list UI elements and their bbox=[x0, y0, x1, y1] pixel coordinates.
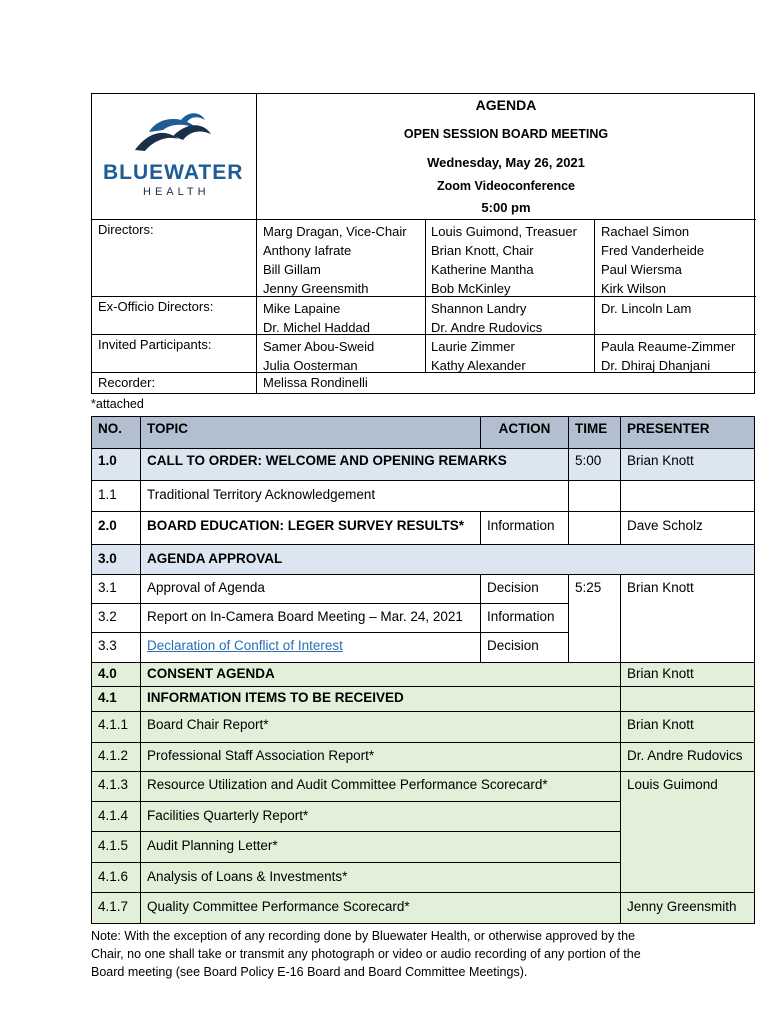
row-no: 2.0 bbox=[92, 512, 141, 545]
col-header-no: NO. bbox=[92, 417, 141, 449]
row-topic: Audit Planning Letter* bbox=[141, 832, 621, 863]
row-topic: AGENDA APPROVAL bbox=[141, 545, 755, 575]
row-topic: Facilities Quarterly Report* bbox=[141, 802, 621, 832]
table-row bbox=[92, 893, 755, 924]
row-presenter bbox=[621, 687, 755, 712]
row-no: 1.1 bbox=[92, 481, 141, 512]
meeting-location: Zoom Videoconference bbox=[437, 179, 575, 193]
row-no: 4.1.3 bbox=[92, 772, 141, 802]
row-topic: Professional Staff Association Report* bbox=[141, 743, 621, 772]
row-no: 4.1 bbox=[92, 687, 141, 712]
agenda-title: AGENDA bbox=[475, 97, 537, 113]
col-header-topic: TOPIC bbox=[141, 417, 481, 449]
exofficio-name: Mike Lapaine bbox=[263, 301, 341, 316]
row-action: Information bbox=[481, 604, 569, 633]
row-no: 4.1.2 bbox=[92, 743, 141, 772]
table-row bbox=[92, 512, 755, 545]
footer-note-line: Board meeting (see Board Policy E-16 Board and Board Committee Meetings). bbox=[91, 965, 528, 979]
row-time bbox=[569, 512, 621, 545]
agenda-table bbox=[91, 416, 755, 924]
row-action: Information bbox=[481, 512, 569, 545]
row-presenter bbox=[621, 481, 755, 512]
director-name: Rachael Simon bbox=[601, 224, 690, 239]
row-topic: CONSENT AGENDA bbox=[141, 663, 621, 687]
row-presenter: Brian Knott bbox=[621, 712, 755, 743]
row-topic-cell bbox=[141, 633, 481, 663]
row-time bbox=[569, 481, 621, 512]
row-time: 5:25 bbox=[569, 575, 621, 663]
invited-label: Invited Participants: bbox=[98, 337, 212, 352]
logo-sub: HEALTH bbox=[143, 186, 210, 198]
row-no: 4.1.7 bbox=[92, 893, 141, 924]
director-name: Anthony Iafrate bbox=[263, 243, 352, 258]
row-topic: Board Chair Report* bbox=[141, 712, 621, 743]
row-presenter: Jenny Greensmith bbox=[621, 893, 755, 924]
director-name: Paul Wiersma bbox=[601, 262, 682, 277]
invited-name: Samer Abou-Sweid bbox=[263, 339, 375, 354]
meeting-time: 5:00 pm bbox=[481, 200, 531, 215]
director-name: Bob McKinley bbox=[431, 281, 511, 296]
exofficio-name: Dr. Michel Haddad bbox=[263, 320, 370, 335]
row-no: 4.1.6 bbox=[92, 863, 141, 893]
col-header-action: ACTION bbox=[481, 417, 569, 449]
row-topic: CALL TO ORDER: WELCOME AND OPENING REMARKS bbox=[141, 449, 569, 481]
invited-name: Paula Reaume-Zimmer bbox=[601, 339, 736, 354]
col-header-time: TIME bbox=[569, 417, 621, 449]
footer-note-line: Chair, no one shall take or transmit any photograph or video or audio recording of any portion of the bbox=[91, 947, 641, 961]
row-topic: Analysis of Loans & Investments* bbox=[141, 863, 621, 893]
header-divider bbox=[425, 219, 426, 372]
row-topic: BOARD EDUCATION: LEGER SURVEY RESULTS* bbox=[141, 512, 481, 545]
invited-name: Laurie Zimmer bbox=[431, 339, 515, 354]
row-topic: Approval of Agenda bbox=[141, 575, 481, 604]
invited-name: Dr. Dhiraj Dhanjani bbox=[601, 358, 711, 373]
table-row bbox=[92, 743, 755, 772]
row-no: 4.0 bbox=[92, 663, 141, 687]
row-action: Decision bbox=[481, 633, 569, 663]
table-row bbox=[92, 449, 755, 481]
footer-note-line: Note: With the exception of any recording done by Bluewater Health, or otherwise approved by the bbox=[91, 929, 636, 943]
row-presenter: Louis Guimond bbox=[621, 772, 755, 893]
director-name: Katherine Mantha bbox=[431, 262, 534, 277]
header-line bbox=[91, 334, 756, 335]
row-no: 3.0 bbox=[92, 545, 141, 575]
director-name: Louis Guimond, Treasuer bbox=[431, 224, 577, 239]
invited-name: Kathy Alexander bbox=[431, 358, 526, 373]
row-presenter: Dave Scholz bbox=[621, 512, 755, 545]
exofficio-name: Dr. Andre Rudovics bbox=[431, 320, 543, 335]
logo-wave-icon bbox=[103, 106, 248, 161]
row-no: 3.3 bbox=[92, 633, 141, 663]
header-divider bbox=[594, 219, 595, 372]
director-name: Fred Vanderheide bbox=[601, 243, 705, 258]
row-time: 5:00 bbox=[569, 449, 621, 481]
table-row bbox=[92, 687, 755, 712]
director-name: Kirk Wilson bbox=[601, 281, 667, 296]
table-row bbox=[92, 712, 755, 743]
meeting-subtitle: OPEN SESSION BOARD MEETING bbox=[403, 127, 609, 141]
row-no: 3.1 bbox=[92, 575, 141, 604]
attached-note: *attached bbox=[91, 397, 144, 411]
bluewater-logo bbox=[103, 106, 248, 201]
director-name: Jenny Greensmith bbox=[263, 281, 369, 296]
logo-name: BLUEWATER bbox=[103, 161, 244, 184]
conflict-of-interest-link[interactable]: Declaration of Conflict of Interest bbox=[147, 638, 343, 653]
row-no: 4.1.4 bbox=[92, 802, 141, 832]
table-row bbox=[92, 772, 755, 802]
header-line bbox=[91, 219, 756, 220]
meeting-date: Wednesday, May 26, 2021 bbox=[427, 155, 585, 170]
row-presenter: Brian Knott bbox=[621, 663, 755, 687]
exofficio-name: Shannon Landry bbox=[431, 301, 527, 316]
table-header-row bbox=[92, 417, 755, 449]
director-name: Bill Gillam bbox=[263, 262, 321, 277]
row-presenter: Brian Knott bbox=[621, 449, 755, 481]
row-no: 4.1.5 bbox=[92, 832, 141, 863]
director-name: Marg Dragan, Vice-Chair bbox=[263, 224, 407, 239]
row-topic: Resource Utilization and Audit Committee Performance Scorecard* bbox=[141, 772, 621, 802]
table-row bbox=[92, 575, 755, 604]
recorder-name: Melissa Rondinelli bbox=[263, 375, 368, 390]
exofficio-label: Ex-Officio Directors: bbox=[98, 299, 214, 314]
table-row bbox=[92, 663, 755, 687]
row-action: Decision bbox=[481, 575, 569, 604]
exofficio-name: Dr. Lincoln Lam bbox=[601, 301, 692, 316]
invited-name: Julia Oosterman bbox=[263, 358, 358, 373]
director-name: Brian Knott, Chair bbox=[431, 243, 534, 258]
row-no: 3.2 bbox=[92, 604, 141, 633]
row-topic: Traditional Territory Acknowledgement bbox=[141, 481, 569, 512]
row-topic: Quality Committee Performance Scorecard* bbox=[141, 893, 621, 924]
directors-label: Directors: bbox=[98, 222, 154, 237]
recorder-label: Recorder: bbox=[98, 375, 156, 390]
row-presenter: Dr. Andre Rudovics bbox=[621, 743, 755, 772]
footer-note bbox=[91, 927, 761, 981]
table-row bbox=[92, 481, 755, 512]
row-topic: INFORMATION ITEMS TO BE RECEIVED bbox=[141, 687, 621, 712]
row-topic: Report on In-Camera Board Meeting – Mar. 24, 2021 bbox=[141, 604, 481, 633]
row-no: 1.0 bbox=[92, 449, 141, 481]
row-no: 4.1.1 bbox=[92, 712, 141, 743]
col-header-presenter: PRESENTER bbox=[621, 417, 755, 449]
table-row bbox=[92, 545, 755, 575]
row-presenter: Brian Knott bbox=[621, 575, 755, 663]
